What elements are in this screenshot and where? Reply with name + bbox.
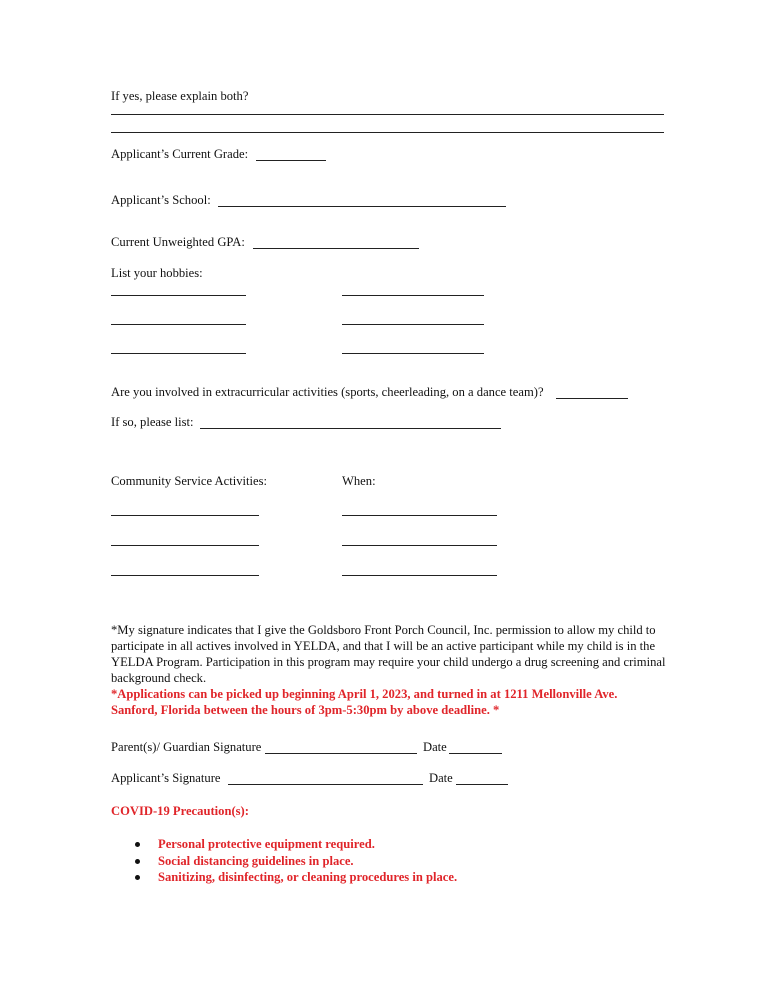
covid-item-2 [111,853,457,870]
covid-item-text: Social distancing guidelines in place. [158,853,354,868]
current-grade-label: Applicant’s Current Grade: [111,147,249,161]
application-notice: *Applications can be picked up beginning April 1, 2023, and turned in at 1211 Mellonville Ave. Sanford, Florida between the hours of 3pm-5:30pm by above deadline. * [111,687,618,717]
service-activity-field-3[interactable] [111,575,259,576]
applicant-signature-label: Applicant’s Signature [111,771,221,785]
guardian-signature-field[interactable] [265,753,417,754]
community-service-when-header: When: [342,474,376,488]
hobby-field-6[interactable] [342,353,484,354]
hobbies-label: List your hobbies: [111,266,203,280]
hobby-field-4[interactable] [342,324,484,325]
extracurricular-list-field[interactable] [200,428,501,429]
school-field[interactable] [218,206,506,207]
applicant-date-label: Date [429,771,453,785]
bullet-icon [135,842,140,847]
service-activity-field-2[interactable] [111,545,259,546]
service-when-field-1[interactable] [342,515,497,516]
hobby-field-5[interactable] [111,353,246,354]
service-when-field-2[interactable] [342,545,497,546]
extracurricular-question: Are you involved in extracurricular activities (sports, cheerleading, on a dance team)? [111,385,544,399]
bullet-icon [135,859,140,864]
hobby-field-3[interactable] [111,324,246,325]
gpa-label: Current Unweighted GPA: [111,235,245,249]
consent-text: *My signature indicates that I give the Goldsboro Front Porch Council, Inc. permission to allow my child to participate in all actives involved in YELDA, and that I will be an active participant while my child is in the YELDA Program. Participation in this program may require your child undergo a drug screening and criminal background check. [111,623,666,685]
covid-precaution-list [111,836,457,886]
extracurricular-answer-field[interactable] [556,398,628,399]
covid-item-1 [111,836,457,853]
explain-line-2[interactable] [111,132,664,133]
covid-item-3 [111,869,457,886]
community-service-header: Community Service Activities: [111,474,268,488]
service-when-field-3[interactable] [342,575,497,576]
hobby-field-2[interactable] [342,295,484,296]
guardian-date-field[interactable] [449,753,502,754]
service-activity-field-1[interactable] [111,515,259,516]
covid-heading: COVID-19 Precaution(s): [111,804,249,818]
extracurricular-list-label: If so, please list: [111,415,194,429]
gpa-field[interactable] [253,248,419,249]
school-label: Applicant’s School: [111,193,211,207]
applicant-date-field[interactable] [456,784,508,785]
guardian-date-label: Date [423,740,447,754]
applicant-signature-field[interactable] [228,784,423,785]
hobby-field-1[interactable] [111,295,246,296]
covid-item-text: Personal protective equipment required. [158,837,375,851]
explain-prompt: If yes, please explain both? [111,89,249,103]
covid-item-text: Sanitizing, disinfecting, or cleaning procedures in place. [158,870,458,884]
guardian-signature-label: Parent(s)/ Guardian Signature [111,740,262,754]
bullet-icon [135,875,140,880]
current-grade-field[interactable] [256,160,326,161]
explain-line-1[interactable] [111,114,664,115]
